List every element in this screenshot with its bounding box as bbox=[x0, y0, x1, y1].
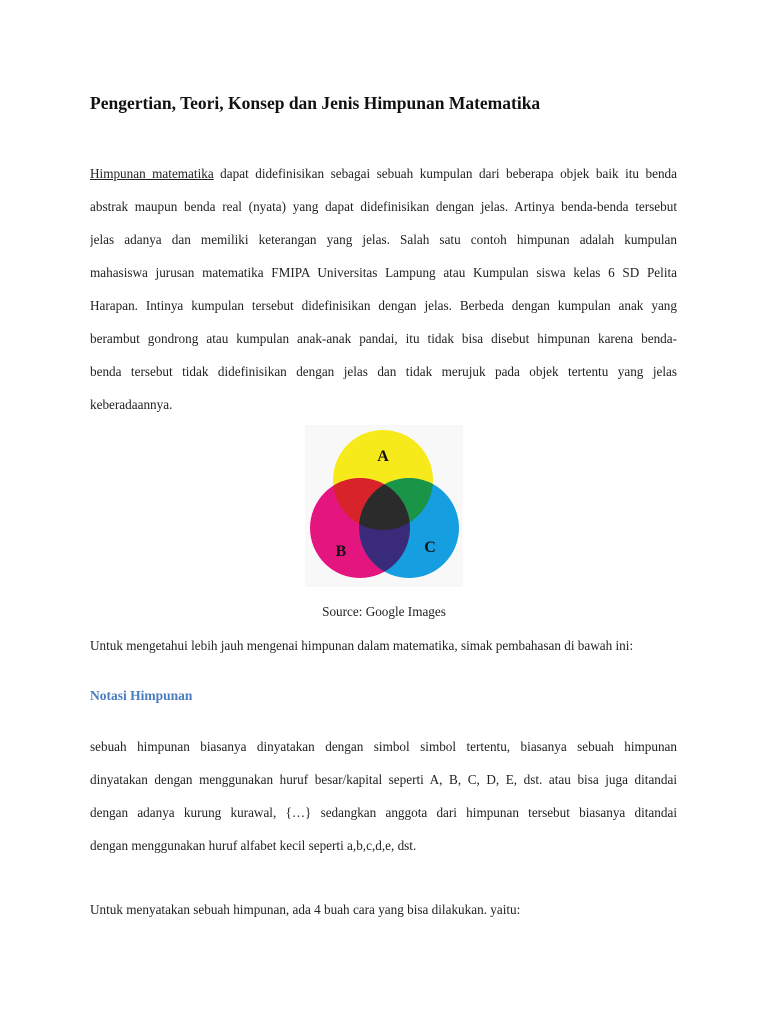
notation-line: dengan adanya kurung kurawal, {…} sedangkan anggota dari himpunan tersebut biasanya ditandai bbox=[90, 805, 677, 820]
himpunan-link[interactable]: Himpunan matematika bbox=[90, 166, 214, 181]
figure-caption: Source: Google Images bbox=[322, 604, 446, 619]
intro-line: Harapan. Intinya kumpulan tersebut didefinisikan dengan jelas. Berbeda dengan kumpulan anak yang bbox=[90, 298, 677, 313]
lead-in-text: Untuk mengetahui lebih jauh mengenai himpunan dalam matematika, simak pembahasan di bawah ini: bbox=[90, 638, 634, 653]
intro-line: keberadaannya. bbox=[90, 397, 173, 412]
intro-line bbox=[90, 157, 677, 190]
section-heading: Notasi Himpunan bbox=[90, 688, 193, 703]
venn-diagram-image bbox=[305, 425, 463, 587]
intro-line-text: dapat didefinisikan sebagai sebuah kumpulan dari beberapa objek baik itu benda bbox=[213, 166, 677, 181]
intro-line: benda tersebut tidak didefinisikan dengan jelas dan tidak merujuk pada objek tertentu yang jelas bbox=[90, 364, 677, 379]
notation-paragraph bbox=[90, 730, 677, 862]
intro-line: berambut gondrong atau kumpulan anak-anak pandai, itu tidak bisa disebut himpunan karena benda- bbox=[90, 331, 677, 346]
notation-line: dengan menggunakan huruf alfabet kecil seperti a,b,c,d,e, dst. bbox=[90, 838, 417, 853]
closing-text: Untuk menyatakan sebuah himpunan, ada 4 buah cara yang bisa dilakukan. yaitu: bbox=[90, 902, 521, 917]
notation-line: sebuah himpunan biasanya dinyatakan dengan simbol simbol tertentu, biasanya sebuah himpunan bbox=[90, 739, 677, 754]
label-a: A bbox=[377, 448, 389, 465]
label-c: C bbox=[424, 539, 436, 556]
intro-line: jelas adanya dan memiliki keterangan yang jelas. Salah satu contoh himpunan adalah kumpulan bbox=[90, 232, 677, 247]
venn-diagram bbox=[305, 425, 463, 587]
document-title: Pengertian, Teori, Konsep dan Jenis Himpunan Matematika bbox=[90, 93, 541, 113]
intro-paragraph bbox=[90, 157, 677, 421]
intro-line: mahasiswa jurusan matematika FMIPA Universitas Lampung atau Kumpulan siswa kelas 6 SD Pelita bbox=[90, 265, 677, 280]
label-b: B bbox=[335, 543, 347, 560]
intro-line: abstrak maupun benda real (nyata) yang dapat didefinisikan dengan jelas. Artinya benda-benda tersebut bbox=[90, 199, 677, 214]
notation-line: dinyatakan dengan menggunakan huruf besar/kapital seperti A, B, C, D, E, dst. atau bisa juga ditandai bbox=[90, 772, 677, 787]
